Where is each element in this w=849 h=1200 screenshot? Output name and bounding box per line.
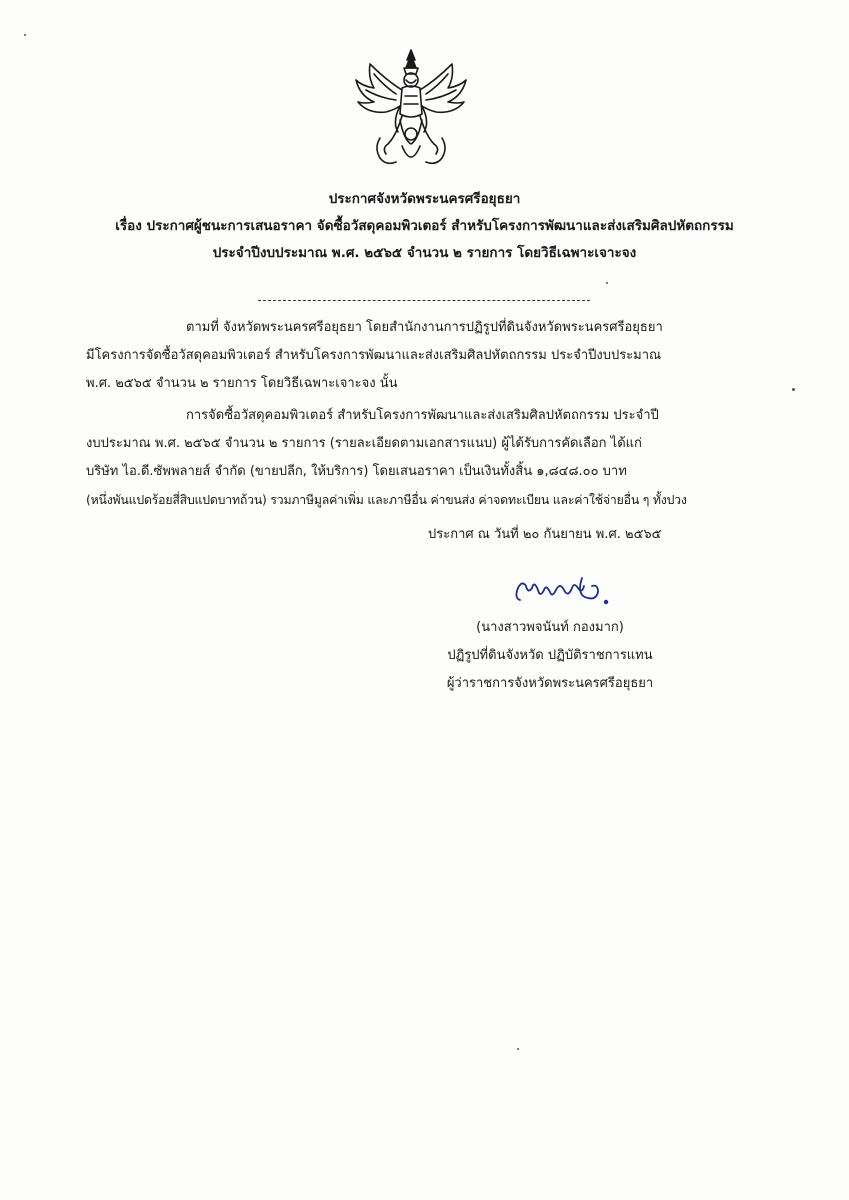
signer-position: ปฏิรูปที่ดินจังหวัด ปฏิบัติราชการแทน [447, 648, 653, 663]
paragraph-line: ตามที่ จังหวัดพระนครศรีอยุธยา โดยสำนักงานการปฏิรูปที่ดินจังหวัดพระนครศรีอยุธยา [186, 320, 663, 335]
scan-speck [792, 388, 795, 391]
paragraph-line: การจัดซื้อวัสดุคอมพิวเตอร์ สำหรับโครงการพัฒนาและส่งเสริมศิลปหัตถกรรม ประจำปี [186, 408, 659, 423]
scan-speck [24, 34, 26, 36]
signer-name: (นางสาวพจนันท์ กองมาก) [476, 620, 624, 635]
scan-speck [606, 282, 608, 284]
document-subject: เรื่อง ประกาศผู้ชนะการเสนอราคา จัดซื้อวัสดุคอมพิวเตอร์ สำหรับโครงการพัฒนาและส่งเสริมศิลปหัตถกรรม [115, 218, 734, 234]
paragraph-line: มีโครงการจัดซื้อวัสดุคอมพิวเตอร์ สำหรับโครงการพัฒนาและส่งเสริมศิลปหัตถกรรม ประจำปีงบประมาณ [86, 348, 662, 363]
signer-position-continued: ผู้ว่าราชการจังหวัดพระนครศรีอยุธยา [446, 676, 654, 691]
paragraph-winner [86, 402, 754, 514]
paragraph-line: งบประมาณ พ.ศ. ๒๕๖๕ จำนวน ๒ รายการ (รายละเอียดตามเอกสารแนบ) ผู้ได้รับการคัดเลือก ได้แก่ [86, 436, 642, 451]
paragraph-line: (หนึ่งพันแปดร้อยสี่สิบแปดบาทถ้วน) รวมภาษีมูลค่าเพิ่ม และภาษีอื่น ค่าขนส่ง ค่าจดทะเบียน และค่าใช้จ่ายอื่น ๆ ทั้งปวง [86, 493, 687, 507]
garuda-emblem-icon [352, 44, 470, 172]
handwritten-signature [512, 568, 616, 612]
document-subject-continued: ประจำปีงบประมาณ พ.ศ. ๒๕๖๕ จำนวน ๒ รายการ โดยวิธีเฉพาะเจาะจง [212, 245, 637, 261]
paragraph-project [86, 314, 754, 398]
announcement-date: ประกาศ ณ วันที่ ๒๐ กันยายน พ.ศ. ๒๕๖๕ [428, 527, 662, 542]
separator-line [258, 300, 590, 301]
paragraph-line: พ.ศ. ๒๕๖๕ จำนวน ๒ รายการ โดยวิธีเฉพาะเจาะจง นั้น [86, 376, 398, 391]
scan-speck [517, 1048, 519, 1050]
document-title: ประกาศจังหวัดพระนครศรีอยุธยา [328, 191, 521, 207]
paragraph-line: บริษัท ไอ.ดี.ซัพพลายส์ จำกัด (ขายปลีก, ให้บริการ) โดยเสนอราคา เป็นเงินทั้งสิ้น ๑,๘๔๘.๐๐ บาท [86, 464, 627, 479]
